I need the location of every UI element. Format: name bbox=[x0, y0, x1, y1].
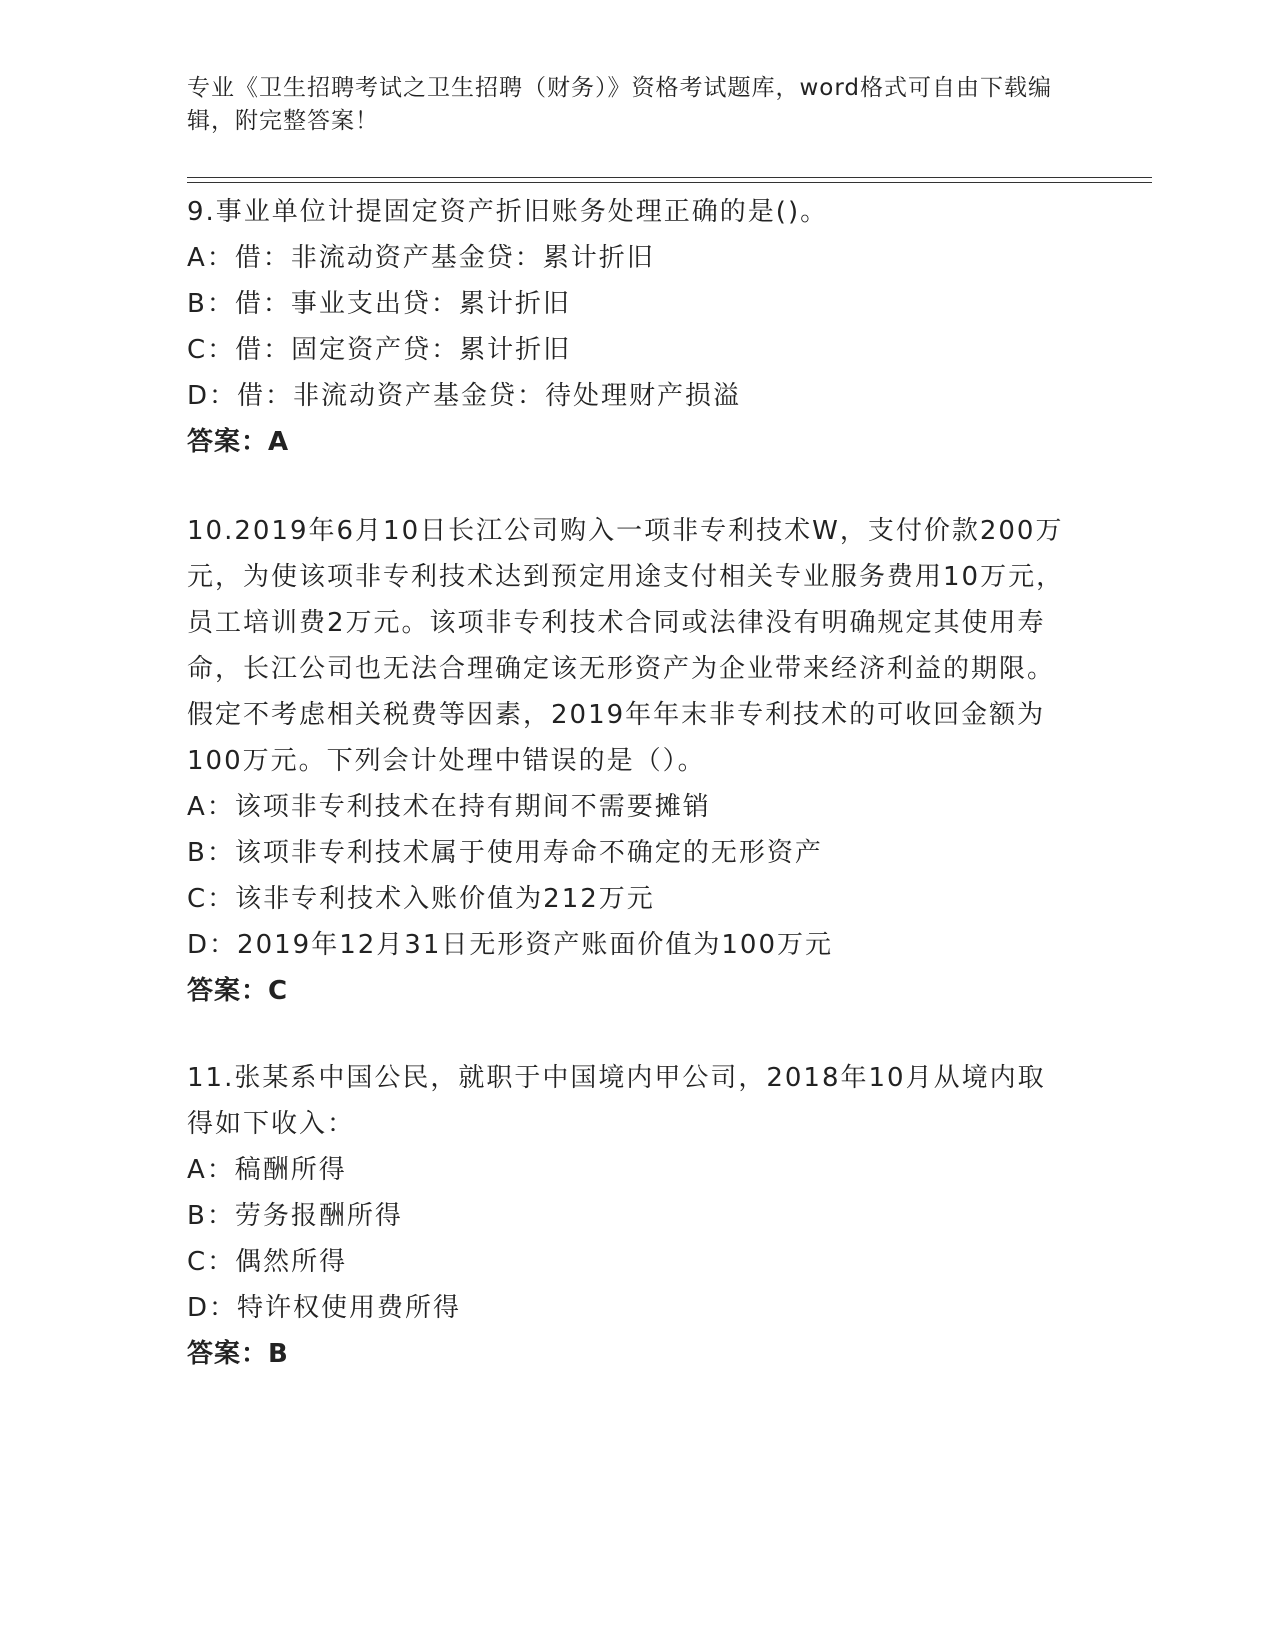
option-d: D：2019年12月31日无形资产账面价值为100万元 bbox=[187, 930, 833, 960]
option-d: D：特许权使用费所得 bbox=[187, 1293, 462, 1323]
question-stem: 11.张某系中国公民，就职于中国境内甲公司，2018年10月从境内取得如下收入： bbox=[187, 1063, 1046, 1139]
question-stem: 9.事业单位计提固定资产折旧账务处理正确的是()。 bbox=[187, 197, 829, 227]
question-stem: 10.2019年6月10日长江公司购入一项非专利技术W，支付价款200万元，为使该项非专利技术达到预定用途支付相关专业服务费用10万元，员工培训费2万元。该项非专利技术合同或法律没有明确规定其使用寿命，长江公司也无法合理确定该无形资产为企业带来经济利益的期限。假定不考虑相关税费等因素，2019年年末非专利技术的可收回金额为100万元。下列会计处理中错误的是（）。 bbox=[187, 516, 1065, 776]
option-d: D：借：非流动资产基金贷：待处理财产损溢 bbox=[187, 381, 742, 411]
option-c: C：该非专利技术入账价值为212万元 bbox=[187, 884, 655, 914]
option-a: A：稿酬所得 bbox=[187, 1155, 347, 1185]
header-divider-top bbox=[187, 177, 1152, 178]
answer: 答案：A bbox=[187, 427, 290, 457]
option-a: A：借：非流动资产基金贷：累计折旧 bbox=[187, 243, 655, 273]
document-header: 专业《卫生招聘考试之卫生招聘（财务）》资格考试题库，word格式可自由下载编辑，附完整答案！ bbox=[187, 75, 1053, 134]
option-a: A：该项非专利技术在持有期间不需要摊销 bbox=[187, 792, 711, 822]
question-9 bbox=[187, 189, 1067, 465]
option-c: C：偶然所得 bbox=[187, 1247, 348, 1277]
option-b: B：劳务报酬所得 bbox=[187, 1201, 403, 1231]
option-c: C：借：固定资产贷：累计折旧 bbox=[187, 335, 572, 365]
option-b: B：借：事业支出贷：累计折旧 bbox=[187, 289, 571, 319]
answer: 答案：B bbox=[187, 1339, 289, 1369]
question-10 bbox=[187, 508, 1067, 1014]
header-divider-bottom bbox=[187, 182, 1152, 183]
option-b: B：该项非专利技术属于使用寿命不确定的无形资产 bbox=[187, 838, 823, 868]
answer: 答案：C bbox=[187, 976, 289, 1006]
question-11 bbox=[187, 1055, 1067, 1377]
